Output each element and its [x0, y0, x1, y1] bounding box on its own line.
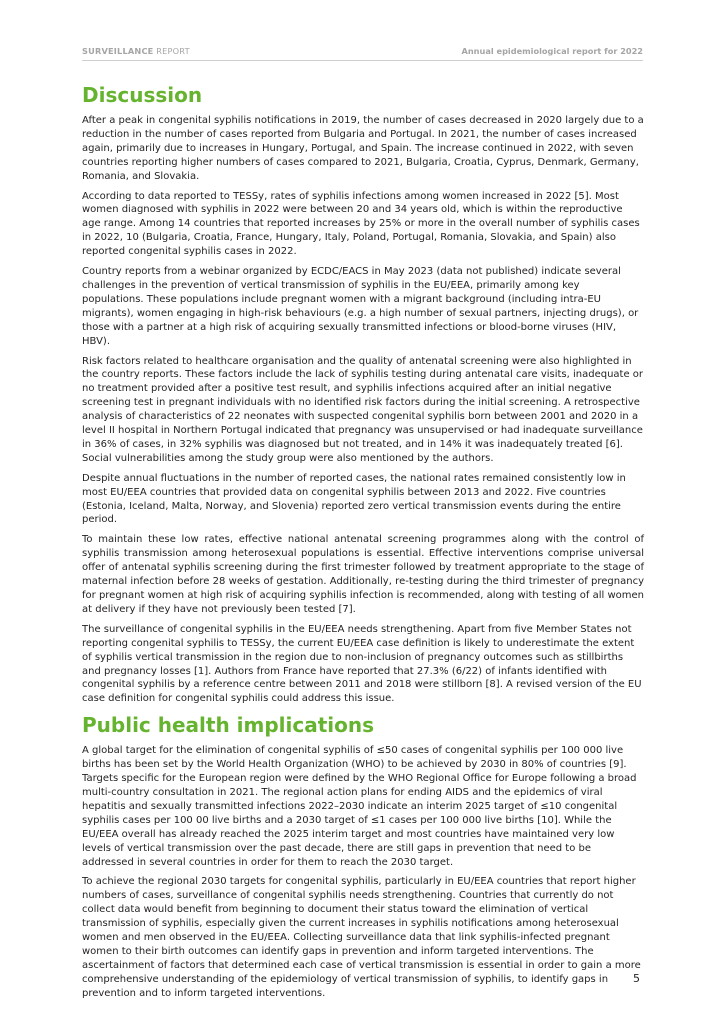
discussion-paragraph-4: Risk factors related to healthcare organisation and the quality of antenatal screening were also highlighted in the country reports. These factors include the lack of syphilis testing during antenatal care visits, inadequate or no treatment provided after a positive test result, and syphilis infections acquired after an initial negative screening test in pregnant individuals with no identified risk factors during the initial screening. A retrospective analysis of characteristics of 22 neonates with suspected congenital syphilis born between 2001 and 2020 in a level II hospital in Northern Portugal indicated that pregnancy was unsupervised or had inadequate surveillance in 36% of cases, in 32% syphilis was diagnosed but not treated, and in 14% it was inadequately treated [6]. Social vulnerabilities among the study group were also mentioned by the authors.	[82, 355, 644, 464]
running-header	[82, 46, 643, 61]
discussion-paragraph-2: According to data reported to TESSy, rates of syphilis infections among women increased in 2022 [5]. Most women diagnosed with syphilis in 2022 were between 20 and 34 years old, which is within the reproductive age range. Among 14 countries that reported increases by 25% or more in the overall number of syphilis cases in 2022, 10 (Bulgaria, Croatia, France, Hungary, Italy, Poland, Portugal, Romania, Slovakia, and Spain) also reported congenital syphilis cases in 2022.	[82, 190, 640, 258]
discussion-heading: Discussion	[82, 83, 203, 107]
report-title: Annual epidemiological report for 2022	[461, 46, 643, 56]
discussion-paragraph-1: After a peak in congenital syphilis notifications in 2019, the number of cases decreased in 2020 largely due to a reduction in the number of cases reported from Bulgaria and Portugal. In 2021, the number of cases increased again, primarily due to increases in Hungary, Portugal, and Spain. The increase continued in 2022, with seven countries reporting higher numbers of cases compared to 2021, Bulgaria, Croatia, Cyprus, Denmark, Germany, Romania, and Slovakia.	[82, 115, 644, 182]
report-type-label	[82, 46, 190, 56]
implications-paragraph-1: A global target for the elimination of congenital syphilis of ≤50 cases of congenital syphilis per 100 000 live births has been set by the World Health Organization (WHO) to be achieved by 2030 in 80% of countries [9]. Targets specific for the European region were defined by the WHO Regional Office for Europe following a broad multi-country consultation in 2021. The regional action plans for ending AIDS and the epidemics of viral hepatitis and sexually transmitted infections 2022–2030 indicate an interim 2025 target of ≤10 congenital syphilis cases per 100 00 live births and a 2030 target of ≤1 cases per 100 000 live births [10]. While the EU/EEA overall has already reached the 2025 interim target and most countries have maintained very low levels of vertical transmission over the past decade, there are still gaps in prevention that need to be addressed in several countries in order for them to reach the 2030 target.	[82, 745, 637, 868]
discussion-paragraph-7: The surveillance of congenital syphilis in the EU/EEA needs strengthening. Apart from five Member States not reporting congenital syphilis to TESSy, the current EU/EEA case definition is likely to underestimate the extent of syphilis vertical transmission in the region due to non-inclusion of pregnancy outcomes such as stillbirths and pregnancy losses [1]. Authors from France have reported that 27.3% (6/22) of infants identified with congenital syphilis by a reference centre between 2011 and 2018 were stillborn [8]. A revised version of the EU case definition for congenital syphilis could address this issue.	[82, 623, 642, 705]
discussion-paragraph-6: To maintain these low rates, effective national antenatal screening programmes along with the control of syphilis transmission among heterosexual populations is essential. Effective interventions comprise universal offer of antenatal syphilis screening during the first trimester followed by treatment appropriate to the stage of maternal infection before 28 weeks of gestation. Additionally, re-testing during the third trimester of pregnancy for pregnant women at high risk of acquiring syphilis infection is recommended, along with testing of all women at delivery if they have not previously been tested [7].	[82, 534, 644, 615]
discussion-section	[82, 82, 644, 706]
implications-heading: Public health implications	[82, 713, 375, 738]
page-content	[82, 82, 644, 1007]
report-type-light: REPORT	[153, 46, 190, 56]
discussion-paragraph-3: Country reports from a webinar organized by ECDC/EACS in May 2023 (data not published) indicate several challenges in the prevention of vertical transmission of syphilis in the EU/EEA, primarily among key populations. These populations include pregnant women with a migrant background (including intra-EU migrants), women engaging in high-risk behaviours (e.g. a high number of sexual partners, injecting drugs), or those with a partner at a high risk of acquiring sexually transmitted infections or blood-borne viruses (HIV, HBV).	[82, 266, 639, 347]
page-number: 5	[633, 972, 640, 985]
report-type-bold: SURVEILLANCE	[82, 46, 154, 56]
implications-paragraph-2: To achieve the regional 2030 targets for congenital syphilis, particularly in EU/EEA countries that report higher numbers of cases, surveillance of congenital syphilis needs strengthening. Countries that currently do not collect data would benefit from beginning to document their status toward the elimination of vertical transmission of syphilis, especially given the current increases in syphilis notifications among heterosexual women and men observed in the EU/EEA. Collecting surveillance data that link syphilis-infected pregnant women to their birth outcomes can identify gaps in prevention and inform targeted interventions. The ascertainment of factors that determined each case of vertical transmission is essential in order to gain a more comprehensive understanding of the epidemiology of vertical transmission of syphilis, to identify gaps in prevention and to inform targeted interventions.	[82, 876, 641, 999]
implications-section	[82, 712, 644, 1000]
discussion-paragraph-5: Despite annual fluctuations in the number of reported cases, the national rates remained consistently low in most EU/EEA countries that provided data on congenital syphilis between 2013 and 2022. Five countries (Estonia, Iceland, Malta, Norway, and Slovenia) reported zero vertical transmission events during the entire period.	[82, 472, 626, 526]
